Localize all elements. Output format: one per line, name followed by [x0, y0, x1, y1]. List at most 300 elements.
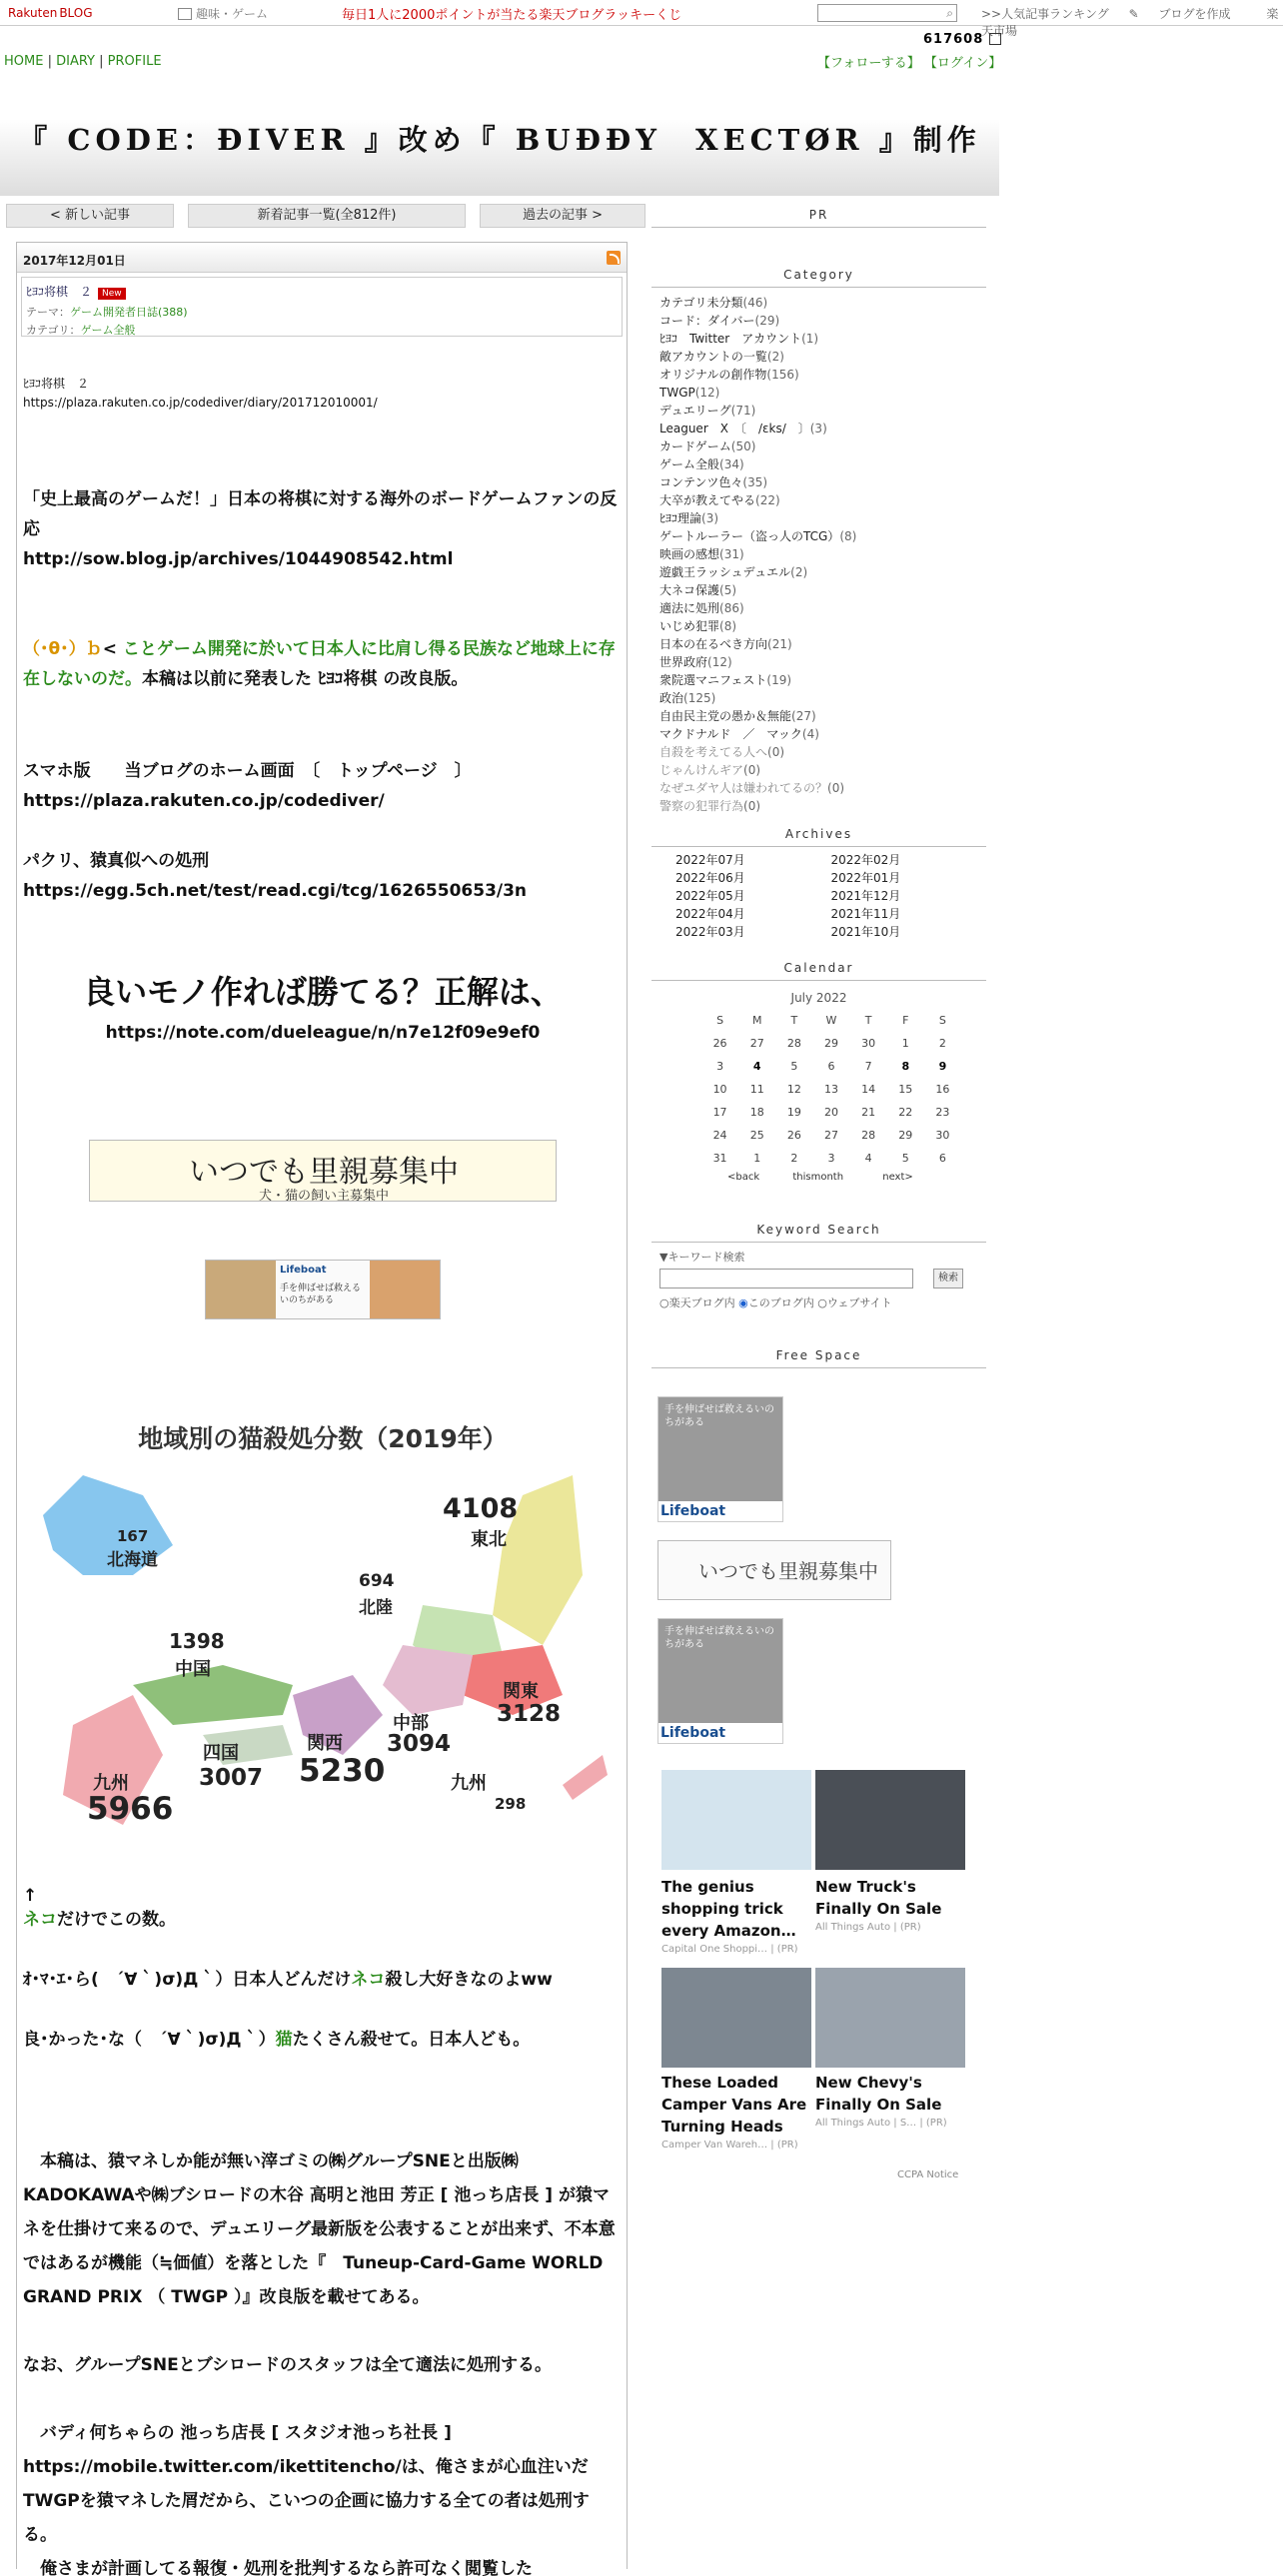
calendar-day: 27: [823, 1129, 838, 1142]
radio-web[interactable]: ○: [817, 1296, 827, 1309]
satooya-banner[interactable]: [89, 1140, 557, 1202]
category-item[interactable]: [651, 599, 986, 617]
category-name: 警察の犯罪行為: [659, 799, 744, 813]
ad-1-source[interactable]: [661, 1944, 816, 1955]
calendar-day: 13: [823, 1083, 838, 1096]
category-item[interactable]: [651, 671, 986, 689]
archive-link[interactable]: 2022年06月: [675, 871, 745, 885]
calendar-day: 1: [901, 1037, 909, 1050]
arrow: ↑: [23, 1886, 38, 1906]
chubu-label: 中部: [393, 1713, 429, 1734]
category-name: 自由民主党の愚か＆無能: [659, 709, 792, 723]
cat-photo: [370, 1261, 440, 1319]
paragraph-2: [23, 634, 623, 694]
radio-rakuten[interactable]: ○: [659, 1296, 669, 1309]
paragraph-9: なお、グループSNEとブシロードのスタッフは全て適法に処刑する。: [23, 2355, 553, 2375]
category-item[interactable]: [651, 348, 986, 366]
calendar-day: 19: [786, 1106, 801, 1119]
category-count: (35): [742, 475, 768, 489]
entry-url[interactable]: https://plaza.rakuten.co.jp/codediver/diary/201712010001/: [23, 396, 378, 410]
category-name: カードゲーム: [659, 439, 731, 453]
category-name: ゲートルーラー（盗っ人のTCG）: [659, 529, 840, 543]
radio1-label: 楽天ブログ内: [668, 1296, 735, 1309]
category-name: コンテンツ色々: [659, 475, 743, 489]
category-name: いじめ犯罪: [659, 619, 720, 633]
archive-link[interactable]: 2021年12月: [830, 889, 901, 903]
category-item[interactable]: [651, 617, 986, 635]
hokuriku-value: 694: [359, 1571, 395, 1591]
calendar-day: 3: [827, 1152, 835, 1165]
kyushu-value: 5966: [87, 1791, 174, 1827]
chugoku-label: 中国: [175, 1659, 211, 1680]
calendar-day: 6: [827, 1060, 835, 1073]
category-count: (21): [767, 637, 792, 651]
dog-photo: [206, 1261, 276, 1319]
calendar-day: 15: [898, 1083, 913, 1096]
cal-this-link[interactable]: thismonth: [792, 1172, 844, 1183]
free-lifeboat-1[interactable]: [657, 1396, 783, 1522]
calendar-day[interactable]: 4: [752, 1060, 761, 1073]
category-count: (31): [719, 547, 744, 561]
free-lifeboat-2-text: Lifeboat: [658, 1723, 782, 1743]
calendar-day: 25: [749, 1129, 764, 1142]
paragraph-6: [23, 1965, 623, 1995]
keyword-row: [659, 1269, 986, 1290]
entry-title[interactable]: ﾋﾖｺ将棋 ２: [26, 285, 93, 299]
category-name: ゲーム全般: [659, 457, 720, 471]
profile-link[interactable]: PROFILE: [107, 54, 162, 69]
calendar-weekday: T: [864, 1014, 872, 1027]
radio-this-blog[interactable]: ◉: [738, 1296, 748, 1309]
category-count: (1): [801, 332, 819, 346]
category-item[interactable]: [651, 437, 986, 455]
follow-link[interactable]: 【フォローする】: [817, 56, 920, 71]
pencil-icon: ✎: [1128, 7, 1143, 21]
category-box: [651, 268, 986, 815]
category-name: カテゴリ未分類: [659, 296, 743, 310]
satooya-text: いつでも里親募集中: [189, 1155, 459, 1190]
calendar-day: 6: [938, 1152, 946, 1165]
calendar-day: 12: [786, 1083, 801, 1096]
lifeboat-text: Lifeboat: [280, 1265, 327, 1276]
ad-2-source[interactable]: [815, 1922, 970, 1933]
top-links: [981, 5, 1283, 39]
p7a: 良･かった･な（ ´∀｀)σ)Д｀）: [23, 2030, 276, 2050]
calendar-title: Calendar: [651, 961, 986, 981]
login-link[interactable]: 【ログイン】: [923, 56, 1002, 71]
p6a: ｵ･ﾏ･ｴ･ら( ´∀｀)σ)Д｀）日本人どんだけ: [23, 1970, 352, 1990]
paragraph-4: パクリ、猿真似への処刑: [23, 851, 210, 871]
calendar-day: 22: [898, 1106, 913, 1119]
category-count: (0): [743, 763, 761, 777]
category-name: 自殺を考えてる人へ: [659, 745, 768, 759]
ad-3-pr: | (PR): [770, 2140, 798, 2150]
calendar-day: 1: [753, 1152, 761, 1165]
logo-text: Rakuten: [8, 6, 58, 20]
category-name: 日本の在るべき方向: [659, 637, 768, 651]
calendar-day: 26: [712, 1037, 727, 1050]
chubu-region: [383, 1645, 473, 1715]
category-count: (3): [701, 511, 719, 525]
blog-title[interactable]: 『 CODE：ĐIVER 』改め『 BUĐĐY XECTØR 』制作: [18, 123, 981, 157]
category-item[interactable]: [651, 330, 986, 348]
category-count: (0): [743, 799, 761, 813]
archive-link[interactable]: 2021年10月: [830, 925, 901, 939]
paragraph-11: 俺さまが計画してる報復・処刑を批判するなら許可なく閲覧した: [23, 2559, 533, 2576]
theme-label: テーマ：: [26, 306, 70, 319]
kansai-value: 5230: [299, 1753, 386, 1789]
category-name: なぜユダヤ人は嫌われてるの？: [659, 781, 828, 795]
kanto-label: 関東: [503, 1681, 539, 1702]
category-count: (2): [766, 350, 784, 364]
category-item[interactable]: [651, 653, 986, 671]
ad-3-src: Camper Van Wareh…: [661, 2140, 768, 2150]
ad-2-image[interactable]: [815, 1770, 965, 1870]
face-text: （･θ･）ｂ: [23, 639, 103, 659]
diary-link[interactable]: DIARY: [56, 54, 95, 69]
free-lifeboat-2-sub: 手を伸ばせば救えるいのちがある: [664, 1626, 774, 1650]
category-name: 映画の感想: [659, 547, 720, 561]
ad-4-pr: | (PR): [919, 2118, 947, 2129]
follow-login: [817, 52, 1001, 71]
free-lifeboat-1-sub: 手を伸ばせば救えるいのちがある: [664, 1404, 774, 1428]
category-count: (156): [766, 368, 799, 382]
kyushu-label-alt: 九州: [93, 1773, 129, 1794]
category-item[interactable]: [651, 366, 986, 384]
category-count: (27): [791, 709, 816, 723]
archive-link[interactable]: 2022年04月: [675, 907, 745, 921]
pr-box: [651, 208, 986, 228]
ad-1-src: Capital One Shoppi…: [661, 1944, 768, 1955]
main-column: [16, 242, 628, 2576]
new-badge: New: [98, 288, 126, 300]
lifeboat-banner[interactable]: [205, 1260, 441, 1319]
category-item[interactable]: [651, 420, 986, 437]
cat-map-infographic: [23, 1419, 623, 1869]
hokkaido-label: 北海道: [107, 1550, 158, 1570]
okinawa-value: 298: [495, 1795, 527, 1813]
ad-1-image[interactable]: [661, 1770, 811, 1870]
lucky-lottery-link[interactable]: 毎日1人に2000ポイントが当たる楽天ブログラッキーくじ: [342, 8, 682, 23]
category-item[interactable]: [651, 527, 986, 545]
calendar-day: 5: [901, 1152, 909, 1165]
category-count: (2): [790, 565, 808, 579]
calendar-day: 20: [823, 1106, 838, 1119]
category-name: 衆院選マニフェスト: [659, 673, 767, 687]
category-name: マクドナルド ／ マック: [659, 727, 802, 741]
calendar-weekday: F: [902, 1014, 909, 1027]
hokkaido-value: 167: [117, 1527, 149, 1545]
shikoku-value: 3007: [199, 1765, 264, 1791]
create-blog-link[interactable]: [1129, 7, 1247, 21]
search-icon[interactable]: ⌕: [946, 6, 953, 20]
calendar-weekday: M: [751, 1014, 762, 1027]
blog-nav: HOME | DIARY | PROFILE: [4, 54, 162, 69]
category-item[interactable]: [651, 725, 986, 743]
calendar-day: 27: [749, 1037, 764, 1050]
ad-4-title[interactable]: New Chevy's Finally On Sale: [815, 2074, 942, 2114]
calendar-day[interactable]: 8: [901, 1060, 910, 1073]
calendar-weekday: T: [790, 1014, 798, 1027]
archive-link[interactable]: 2022年05月: [675, 889, 745, 903]
calendar-day: 21: [861, 1106, 876, 1119]
create-blog-label: ブログを作成: [1158, 7, 1231, 21]
category-item[interactable]: [651, 635, 986, 653]
category-item[interactable]: [651, 312, 986, 330]
category-name: オリジナルの創作物: [659, 368, 767, 382]
category-name: 大卒が教えてやる: [659, 493, 756, 507]
okinawa-label: 九州: [451, 1773, 487, 1794]
keyword-input[interactable]: [659, 1269, 913, 1288]
blog-header: [0, 78, 999, 196]
calendar-day: 16: [935, 1083, 950, 1096]
cal-back-link[interactable]: <back: [727, 1172, 760, 1183]
rss-icon[interactable]: [607, 251, 621, 265]
post-list-button[interactable]: 新着記事一覧(全812件): [188, 204, 466, 228]
ad-4-src: All Things Auto | S…: [815, 2118, 917, 2129]
older-post-button[interactable]: 過去の記事 >: [480, 204, 645, 228]
category-count: (46): [742, 296, 768, 310]
genre-label: 趣味・ゲーム: [196, 7, 269, 21]
free-satooya-text: いつでも里親募集中: [698, 1559, 878, 1583]
calendar-day: 23: [935, 1106, 950, 1119]
p7b: 猫: [275, 2030, 293, 2050]
counter-icon[interactable]: [989, 33, 1001, 45]
category-item[interactable]: [651, 707, 986, 725]
calendar-day: 29: [823, 1037, 838, 1050]
free-satooya[interactable]: [657, 1540, 891, 1600]
entry-subtitle: ﾋﾖｺ将棋 ２: [23, 377, 90, 391]
ad-2-src: All Things Auto: [815, 1922, 891, 1933]
ad-1-pr: | (PR): [770, 1944, 798, 1955]
rakuten-blog-logo[interactable]: [6, 3, 93, 21]
category-count: (125): [683, 691, 716, 705]
category-count: (12): [707, 655, 732, 669]
category-item[interactable]: [651, 563, 986, 581]
ad-4-source[interactable]: [815, 2118, 970, 2129]
calendar-day[interactable]: 9: [938, 1060, 947, 1073]
calendar-day: 7: [864, 1060, 872, 1073]
calendar-day: 24: [712, 1129, 727, 1142]
calendar-day: 28: [861, 1129, 876, 1142]
kansai-label: 関西: [307, 1733, 343, 1754]
category-item[interactable]: [651, 779, 986, 797]
category-name: 適法に処刑: [659, 601, 720, 615]
ad-1-title[interactable]: The genius shopping trick every Amazon…: [661, 1878, 796, 1940]
p6c: 殺し大好きなのよww: [385, 1970, 553, 1990]
category-list: [651, 294, 986, 815]
calendar-day: 4: [864, 1152, 872, 1165]
category-item[interactable]: [651, 294, 986, 312]
category-link[interactable]: ゲーム全般: [80, 324, 136, 337]
top-bar: [0, 0, 1283, 38]
paragraph-1: 「史上最高のゲームだ！」日本の将棋に対する海外のボードゲームファンの反応: [23, 489, 618, 539]
free-lifeboat-2[interactable]: [657, 1618, 783, 1744]
top-search-input[interactable]: [817, 4, 957, 22]
category-item[interactable]: [651, 797, 986, 815]
category-name: 遊戯王ラッシュデュエル: [659, 565, 791, 579]
paragraph-3: スマホ版 当ブログのホーム画面 〔 トップページ 〕: [23, 761, 472, 781]
link-3[interactable]: https://egg.5ch.net/test/read.cgi/tcg/1626550653/3n: [23, 881, 528, 901]
radio3-label: ウェブサイト: [826, 1296, 892, 1309]
calendar-day: 5: [790, 1060, 798, 1073]
keyword-search-button[interactable]: 検索: [933, 1269, 963, 1288]
ad-2-pr: | (PR): [893, 1922, 921, 1933]
category-item[interactable]: [651, 545, 986, 563]
tohoku-value: 4108: [443, 1493, 519, 1524]
category-name: 敵アカウントの一覧: [659, 350, 767, 364]
calendar-weekday: S: [938, 1014, 946, 1027]
p2c: 本稿は以前に発表した ﾋﾖｺ将棋 の改良版。: [142, 669, 469, 689]
shikoku-label: 四国: [203, 1743, 239, 1764]
calendar-day: 28: [786, 1037, 801, 1050]
archive-link[interactable]: 2022年02月: [830, 853, 901, 867]
chugoku-value: 1398: [169, 1629, 225, 1653]
paragraph-10: バディ何ちゃらの 池っち店長 [ スタジオ池っち社長 ] https://mobile.twitter.com/ikettitencho/は、俺さまが心血注いだTWGPを猿マネした屑だから、こいつの企画に協力する全ての者は処刑する。: [23, 2423, 590, 2545]
hokuriku-label: 北陸: [359, 1598, 393, 1618]
search-scope: [659, 1294, 986, 1310]
category-name: 政治: [659, 691, 684, 705]
category-label: カテゴリ：: [26, 324, 81, 337]
chubu-value: 3094: [387, 1731, 452, 1757]
ranking-link[interactable]: >>人気記事ランキング: [981, 7, 1109, 21]
link-1[interactable]: http://sow.blog.jp/archives/1044908542.html: [23, 549, 454, 569]
p5a: ネコ: [23, 1910, 57, 1930]
calendar-day: 14: [861, 1083, 876, 1096]
calendar-weekday: S: [716, 1014, 724, 1027]
newer-post-button[interactable]: < 新しい記事: [6, 204, 174, 228]
okinawa-region: [563, 1755, 608, 1800]
category-name: じゃんけんギア: [659, 763, 744, 777]
genre-link[interactable]: [178, 5, 268, 22]
calendar-day: 10: [712, 1083, 727, 1096]
category-item[interactable]: [651, 689, 986, 707]
free-title: Free Space: [651, 1348, 986, 1368]
archive-link[interactable]: 2022年03月: [675, 925, 745, 939]
archives-box: [651, 827, 986, 941]
keyword-box: [651, 1223, 986, 1310]
calendar-table: [701, 1009, 961, 1170]
category-item[interactable]: [651, 402, 986, 420]
kanto-value: 3128: [497, 1701, 562, 1727]
genre-icon: [178, 8, 192, 20]
archives-title: Archives: [651, 827, 986, 847]
category-count: (3): [809, 422, 827, 435]
p2b: ことゲーム開発に於いて日本人に比肩し得る民族など地球上に存在しないのだ。: [23, 639, 616, 689]
category-item[interactable]: [651, 743, 986, 761]
calendar-day: 29: [898, 1129, 913, 1142]
category-count: (5): [719, 583, 737, 597]
ad-4-image[interactable]: [815, 1968, 965, 2068]
calendar-day: 18: [749, 1106, 764, 1119]
p5b: だけでこの数。: [57, 1910, 176, 1930]
entry-meta: [21, 277, 623, 337]
archive-link[interactable]: 2022年01月: [830, 871, 901, 885]
market-link[interactable]: 楽天市場: [981, 7, 1279, 38]
ccpa-notice-link[interactable]: CCPA Notice: [897, 2169, 959, 2180]
category-item[interactable]: [651, 581, 986, 599]
ad-3-image[interactable]: [661, 1968, 811, 2068]
home-link[interactable]: HOME: [4, 54, 44, 69]
big-heading: 良いモノ作れば勝てる？正解は、: [83, 973, 563, 1011]
ad-3-source[interactable]: [661, 2140, 816, 2150]
archives-list: [651, 851, 986, 941]
category-count: (29): [754, 314, 780, 328]
ad-3-title[interactable]: These Loaded Camper Vans Are Turning Heads: [661, 2074, 807, 2136]
keyword-label: ▼キーワード検索: [659, 1251, 745, 1264]
category-item[interactable]: [651, 509, 986, 527]
calendar-day: 30: [935, 1129, 950, 1142]
radio2-label: このブログ内: [747, 1296, 814, 1309]
p2a: <: [102, 639, 123, 659]
ad-2-title[interactable]: New Truck's Finally On Sale: [815, 1878, 942, 1918]
satooya-sub: 犬・猫の飼い主募集中: [258, 1189, 389, 1202]
category-item[interactable]: [651, 455, 986, 473]
theme-link[interactable]: ゲーム開発者日誌(388): [70, 306, 188, 319]
keyword-title: Keyword Search: [651, 1223, 986, 1243]
category-name: コード：ダイバー: [659, 314, 755, 328]
category-name: TWGP: [659, 386, 695, 400]
category-name: Leaguer X 〔 /ɛks/ 〕: [659, 422, 810, 435]
calendar-box: [651, 961, 986, 1183]
category-name: 世界政府: [659, 655, 708, 669]
paragraph-8: 本稿は、猿マネしか能が無い滓ゴミの㈱グループSNEと出版㈱KADOKAWAや㈱ブシロードの木谷 高明と池田 芳正 [ 池っち店長 ] が猿マネを仕掛けて来るので、デュエリーグ最新版を公表することが出来ず、不本意ではあるが機能（≒価値）を落とした『 Tuneup-Card-Game WORLD GRAND PRIX （ TWGP ）』改良版を載せてある。: [23, 2151, 616, 2307]
link-2[interactable]: https://plaza.rakuten.co.jp/codediver/: [23, 791, 385, 811]
lifeboat-sub: 手を伸ばせば救えるいのちがある: [280, 1284, 362, 1305]
calendar-weekday: W: [825, 1014, 837, 1027]
calendar-day: 17: [712, 1106, 727, 1119]
category-name: ﾋﾖｺ Twitter アカウント: [659, 332, 802, 346]
calendar-day: 26: [786, 1129, 801, 1142]
calendar-day: 2: [790, 1152, 798, 1165]
category-item[interactable]: [651, 384, 986, 402]
pr-title: PR: [651, 208, 986, 228]
category-count: (19): [766, 673, 792, 687]
category-count: (0): [767, 745, 785, 759]
p7c: たくさん殺せて。日本人ども。: [292, 2030, 531, 2050]
category-count: (12): [694, 386, 720, 400]
calendar-nav: [727, 1172, 986, 1183]
category-name: ﾋﾖｺ理論: [659, 511, 702, 525]
link-4[interactable]: https://note.com/dueleague/n/n7e12f09e9ef0: [105, 1023, 541, 1043]
entry-date-text: 2017年12月01日: [23, 254, 126, 268]
category-item[interactable]: [651, 491, 986, 509]
category-item[interactable]: [651, 761, 986, 779]
category-count: (86): [719, 601, 744, 615]
calendar-day: 2: [938, 1037, 946, 1050]
tohoku-label: 東北: [471, 1529, 507, 1550]
counter-value: 617608: [923, 32, 984, 47]
category-count: (8): [719, 619, 737, 633]
category-title: Category: [651, 268, 986, 288]
category-count: (71): [730, 404, 756, 418]
archive-link[interactable]: 2021年11月: [830, 907, 901, 921]
category-count: (34): [719, 457, 744, 471]
category-count: (0): [827, 781, 845, 795]
category-count: (50): [730, 439, 756, 453]
calendar-day: 30: [861, 1037, 876, 1050]
archive-link[interactable]: 2022年07月: [675, 853, 745, 867]
logo-sub: BLOG: [59, 6, 93, 20]
paragraph-7: [23, 2025, 623, 2055]
category-item[interactable]: [651, 473, 986, 491]
calendar-day: 31: [712, 1152, 727, 1165]
cal-next-link[interactable]: next>: [882, 1172, 913, 1183]
free-lifeboat-1-text: Lifeboat: [658, 1501, 782, 1521]
entry-date: [17, 243, 627, 273]
visitor-counter: [923, 32, 1001, 47]
category-count: (8): [839, 529, 857, 543]
